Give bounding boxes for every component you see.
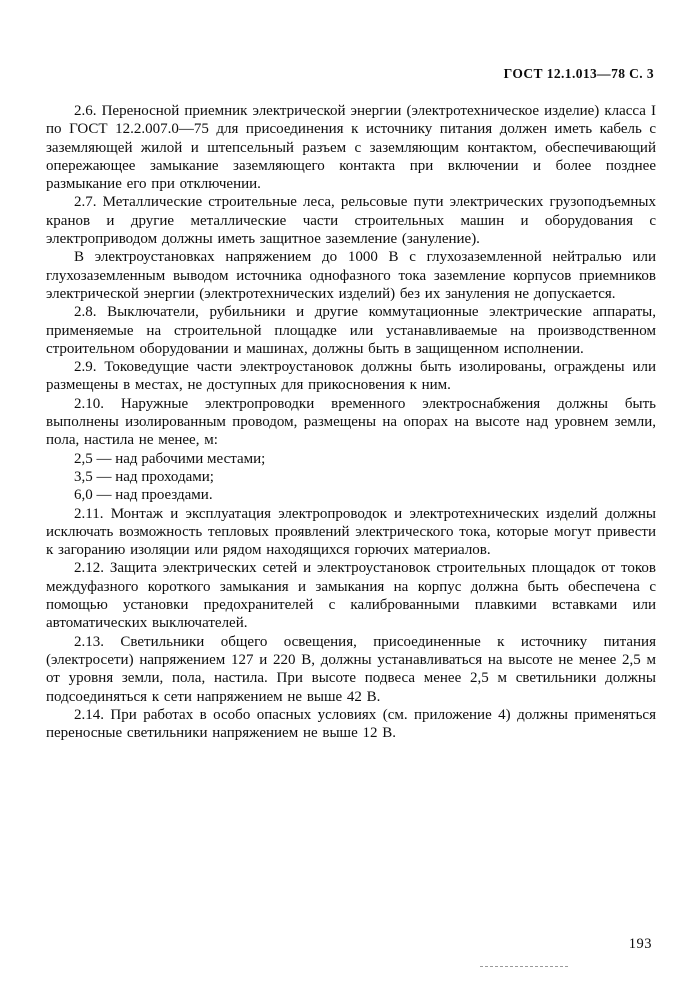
standard-number-header: ГОСТ 12.1.013—78 С. 3: [503, 66, 654, 81]
list-item-heights-3: 6,0 — над проездами.: [74, 487, 213, 504]
paragraph-2-6: 2.6. Переносной приемник электрической энергии (электротехническое изделие) класса I по ГОСТ 12.2.007.0—75 для присоединения к источнику питания должен иметь кабель с заземляющей жилой и штепсельный разъем с заземляющим контактом, обеспечивающий опережающее замыкание заземляющего контакта при включении и более позднее размыкание его при отключении.: [46, 103, 656, 193]
scan-artifact-dashed-line: [480, 966, 568, 967]
paragraph-2-11: 2.11. Монтаж и эксплуатация электропроводок и электротехнических изделий должны исключать возможность тепловых проявлений электрического тока, которые могут привести к загоранию изоляции или рядом находящихся горючих материалов.: [46, 505, 656, 559]
paragraph-2-7-note: В электроустановках напряжением до 1000 В с глухозаземленной нейтралью или глухозаземленным выводом источника однофазного тока заземление корпусов приемников электрической энергии (электротехнических изделий) без их зануления не допускается.: [46, 249, 656, 302]
paragraph-2-7: 2.7. Металлические строительные леса, рельсовые пути электрических грузоподъемных кранов и другие металлические части строительных машин и оборудования с электроприводом должны иметь защитное заземление (зануление).: [46, 194, 656, 248]
paragraph-2-13: 2.13. Светильники общего освещения, присоединенные к источнику питания (электросети) напряжением 127 и 220 В, должны устанавливаться на высоте не менее 2,5 м от уровня земли, пола, настила. При высоте подвеса менее 2,5 м светильники должны подсоединяться к сети напряжением не выше 42 В.: [46, 633, 656, 705]
page-number: 193: [628, 936, 652, 952]
paragraph-2-9: 2.9. Токоведущие части электроустановок должны быть изолированы, ограждены или размещены в местах, не доступных для прикосновения к ним.: [46, 359, 656, 394]
paragraph-2-12: 2.12. Защита электрических сетей и электроустановок строительных площадок от токов междуфазного короткого замыкания и замыкания на корпус должна быть обеспечена с помощью установки предохранителей с калиброванными плавкими вставками или автоматических выключателей.: [46, 560, 656, 632]
list-item-heights-1: 2,5 — над рабочими местами;: [74, 450, 266, 467]
document-body: [46, 102, 656, 742]
paragraph-2-10: 2.10. Наружные электропроводки временного электроснабжения должны быть выполнены изолированным проводом, размещены на опорах на высоте над уровнем земли, пола, настила не менее, м:: [46, 395, 656, 449]
paragraph-2-14: 2.14. При работах в особо опасных условиях (см. приложение 4) должны применяться переносные светильники напряжением не выше 12 В.: [46, 706, 656, 742]
list-item-heights-2: 3,5 — над проходами;: [74, 468, 214, 485]
paragraph-2-8: 2.8. Выключатели, рубильники и другие коммутационные электрические аппараты, применяемые на строительной площадке или устанавливаемые на производственном строительном оборудовании и машинах, должны быть в защищенном исполнении.: [46, 304, 656, 357]
